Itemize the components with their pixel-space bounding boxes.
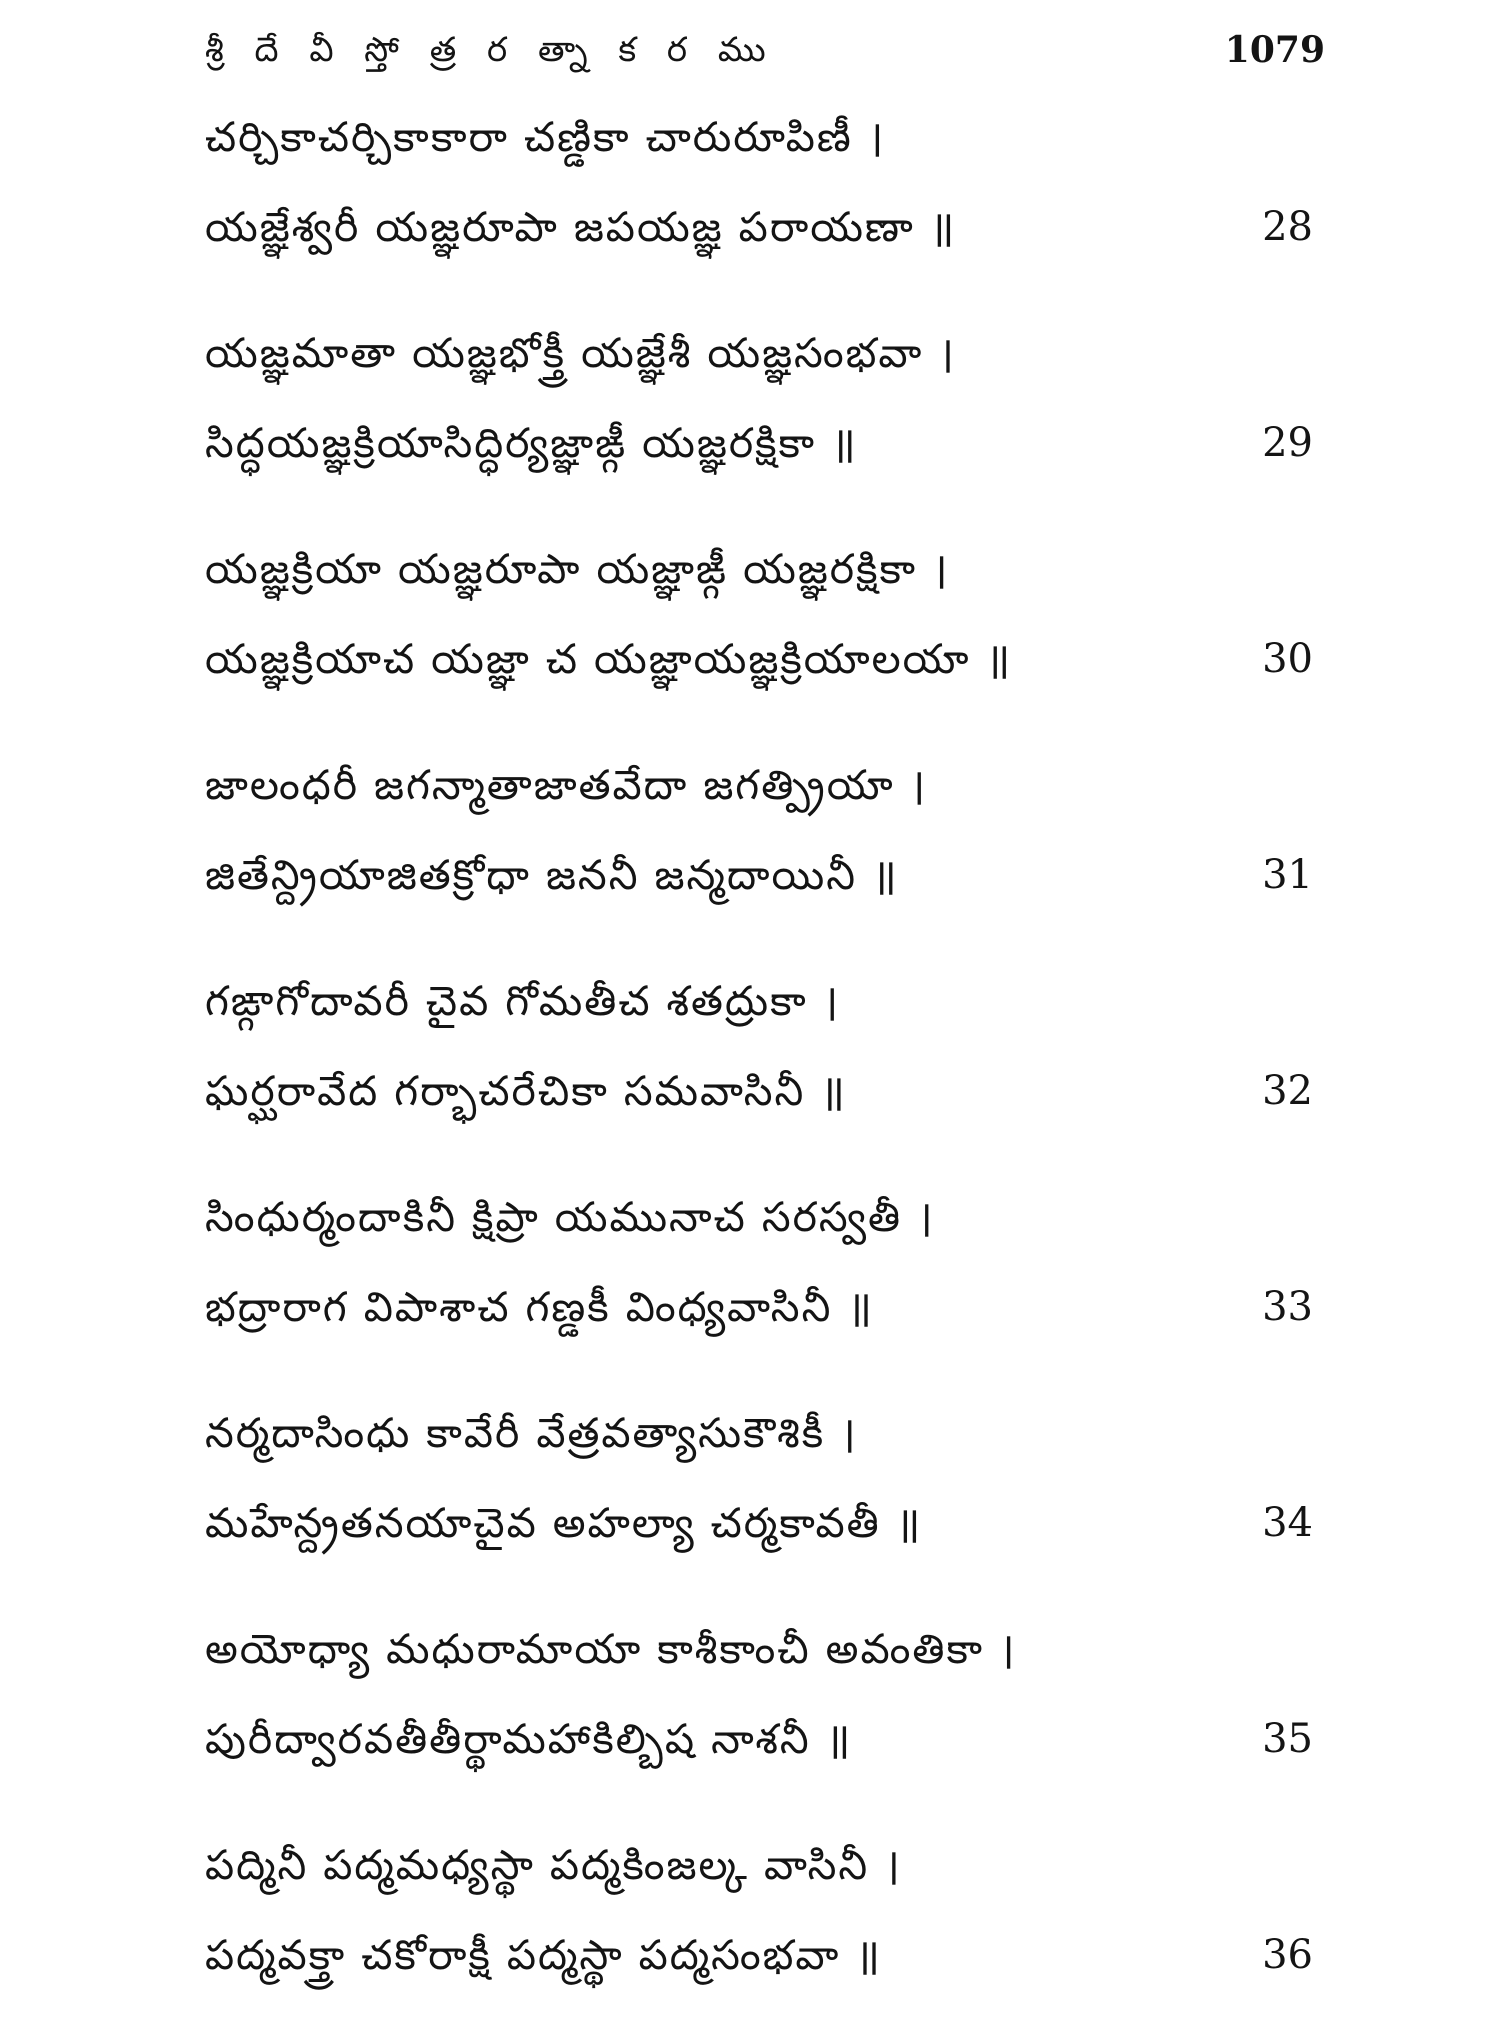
verse-line-second: జితేన్ద్రియాజితక్రోధా జననీ జన్మదాయినీ ॥ — [205, 851, 899, 899]
verse-line-second: పద్మవక్త్రా చకోరాక్షీ పద్మస్థా పద్మసంభవా ॥ — [205, 1931, 882, 1979]
verse-line-second: పురీద్వారవతీతీర్థామహాకిల్బిష నాశనీ ॥ — [205, 1715, 853, 1763]
verse-33 — [205, 1175, 1325, 1391]
verse-line-first: గఙ్గాగోదావరీ చైవ గోమతీచ శతద్రుకా । — [205, 977, 841, 1025]
verse-line-first: చర్చికాచర్చికాకారా చణ్డికా చారురూపిణీ । — [205, 113, 886, 161]
verse-29 — [205, 311, 1325, 527]
verse-30 — [205, 527, 1325, 743]
verse-line-first: నర్మదాసింధు కావేరీ వేత్రవత్యాసుకౌశికీ । — [205, 1409, 858, 1457]
verse-number: 32 — [1262, 1068, 1313, 1114]
verse-list — [205, 95, 1325, 2039]
verse-35 — [205, 1607, 1325, 1823]
verse-line-first: జాలంధరీ జగన్మాతాజాతవేదా జగత్ప్రియా । — [205, 761, 928, 809]
verse-number: 30 — [1262, 636, 1313, 682]
verse-36 — [205, 1823, 1325, 2039]
verse-line-first: పద్మినీ పద్మమధ్యస్థా పద్మకింజల్క వాసినీ । — [205, 1841, 902, 1889]
running-title: శ్రీ దే వీ స్తో త్ర ర త్నా క ర ము — [205, 30, 776, 70]
verse-number: 31 — [1262, 852, 1313, 898]
verse-line-first: అయోధ్యా మధురామాయా కాశీకాంచీ అవంతికా । — [205, 1625, 1017, 1673]
verse-number: 35 — [1262, 1716, 1313, 1762]
verse-line-second: యజ్ఞేశ్వరీ యజ్ఞరూపా జపయజ్ఞ పరాయణా ॥ — [205, 203, 957, 251]
verse-line-first: సింధుర్మందాకినీ క్షిప్రా యమునాచ సరస్వతీ । — [205, 1193, 935, 1241]
verse-line-second: యజ్ఞక్రియాచ యజ్ఞా చ యజ్ఞాయజ్ఞక్రియాలయా ॥ — [205, 635, 1013, 683]
page-number: 1079 — [1224, 29, 1325, 71]
verse-number: 36 — [1262, 1932, 1313, 1978]
page-header — [205, 20, 1325, 80]
verse-line-second: ఘర్ఘరావేద గర్భాచరేచికా సమవాసినీ ॥ — [205, 1067, 847, 1115]
verse-number: 28 — [1262, 204, 1313, 250]
verse-32 — [205, 959, 1325, 1175]
verse-28 — [205, 95, 1325, 311]
verse-number: 34 — [1262, 1500, 1313, 1546]
verse-line-first: యజ్ఞక్రియా యజ్ఞరూపా యజ్ఞాఙ్గీ యజ్ఞరక్షికా । — [205, 545, 950, 593]
verse-number: 29 — [1262, 420, 1313, 466]
verse-line-second: మహేన్ద్రతనయాచైవ అహల్యా చర్మకావతీ ॥ — [205, 1499, 923, 1547]
verse-number: 33 — [1262, 1284, 1313, 1330]
verse-line-second: సిద్ధయజ్ఞక్రియాసిద్ధిర్యజ్ఞాఙ్గీ యజ్ఞరక్షికా ॥ — [205, 419, 858, 467]
verse-31 — [205, 743, 1325, 959]
verse-line-second: భద్రారాగ విపాశాచ గణ్డకీ వింధ్యవాసినీ ॥ — [205, 1283, 874, 1331]
verse-line-first: యజ్ఞమాతా యజ్ఞభోక్త్రీ యజ్ఞేశీ యజ్ఞసంభవా । — [205, 329, 956, 377]
verse-34 — [205, 1391, 1325, 1607]
